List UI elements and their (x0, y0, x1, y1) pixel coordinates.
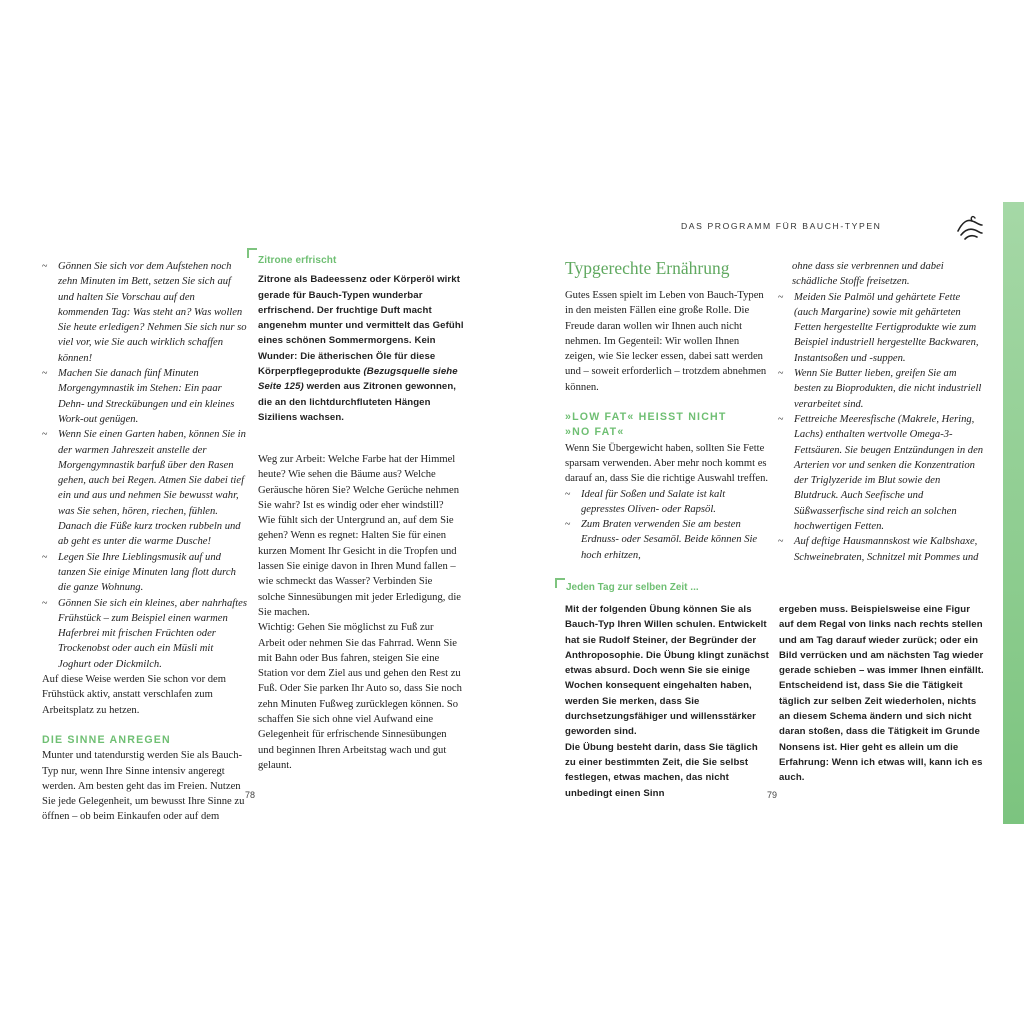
left-col-2 (258, 452, 462, 773)
section-heading-2: »NO FAT« (565, 426, 625, 439)
tilde-icon: ~ (42, 551, 48, 563)
body-paragraph: Munter und tatendurstig werden Sie als Bauch-Typ nur, wenn Ihre Sinne intensiv angeregt werden. Am besten geht das im Freien. Nutzen Sie jede Gelegenheit, um bewusst Ihre Sinne zu öffnen – ob beim Einkaufen oder auf dem (42, 750, 245, 823)
body-paragraph: Gutes Essen spielt im Leben von Bauch-Typen in den meisten Fällen eine große Rolle. Die Freude daran wollen wir Ihnen auch nicht nehmen. Im Gegenteil: Wir wollen Ihnen zeigen, wie Sie lecker essen, dabei satt werden und – soweit erforderlich – trotzdem abnehmen können. (565, 290, 767, 393)
corner-bracket-icon (247, 248, 257, 258)
tilde-icon: ~ (42, 429, 48, 441)
body-paragraph: Weg zur Arbeit: Welche Farbe hat der Himmel heute? Wie sehen die Bäume aus? Welche Geräusche hören Sie? Welche Gerüche nehmen Sie wahr? Ist es windig oder eher windstill? Wie fühlt sich der Untergrund an, auf dem Sie gehen? Wenn es regnet: Halten Sie für einen kurzen Moment Ihr Gesicht in die Tropfen und lassen Sie einige davon in Ihren Mund fallen – wie schmeckt das Wasser? Verbinden Sie solche Sinnesübungen mit jeder Erledigung, die Sie machen. (258, 454, 462, 618)
tilde-icon: ~ (42, 368, 48, 380)
page-number-right: 79 (767, 790, 778, 800)
right-col-1 (565, 256, 769, 563)
tilde-icon: ~ (42, 261, 48, 272)
page-number-left: 78 (245, 790, 256, 800)
list-item: ~ Auf deftige Hausmannskost wie Kalbshaxe, Schweinebraten, Schnitzel mit Pommes und (778, 536, 979, 563)
list-item: ~ Legen Sie Ihre Lieblingsmusik auf und tanzen Sie einige Minuten lang flott durch die ganze Wohnung. (42, 551, 236, 594)
tilde-icon: ~ (42, 597, 48, 609)
tip-box-col-2: ergeben muss. Beispielsweise eine Figur auf dem Regal von links nach rechts stellen und am Tag darauf wieder zurück; oder ein Bild verrücken und am nächsten Tag wieder gerade schieben – was immer Ihnen einfällt. Entscheidend ist, dass Sie die Tätigkeit täglich zur selben Zeit wiederholen, nichts an diesem Schema ändern und sich nicht daran stoßen, dass die Tätigkeit im Grunde Nonsens ist. Hier geht es allein um die Erfahrung: Wenn ich etwas will, kann ich es auch. (779, 604, 984, 784)
list-item: ~ Meiden Sie Palmöl und gehärtete Fette (auch Margarine) sowie mit gehärteten Fetten hergestellte Fertigprodukte wie zum Beispiel industriell hergestellte Backwaren, Instantsoßen und -suppen. (778, 291, 979, 364)
green-side-tab (1003, 202, 1024, 824)
box-title: Jeden Tag zur selben Zeit ... (566, 582, 699, 593)
list-item: ~ Gönnen Sie sich ein kleines, aber nahrhaftes Frühstück – zum Beispiel einen warmen Haferbrei mit frischen Früchten oder Trockenobst oder auch ein Müsli mit Joghurt oder Dickmilch. (42, 597, 247, 670)
tilde-icon: ~ (778, 536, 784, 548)
list-item: ~ Wenn Sie einen Garten haben, können Sie in der warmen Jahreszeit anstelle der Morgengymnastik barfuß über den Rasen gehen, auch bei Regen. Atmen Sie dabei tief ein und aus und nehmen Sie bewusst wahr, was Sie sehen, hören, riechen, fühlen. Danach die Füße kurz trocken rubbeln und ab geht es unter die warme Dusche! (42, 429, 246, 548)
list-item: ~ Zum Braten verwenden Sie am besten Erdnuss- oder Sesamöl. Beide können Sie hoch erhitzen, (565, 519, 758, 561)
running-header: DAS PROGRAMM FÜR BAUCH-TYPEN (681, 221, 882, 231)
body-paragraph: Wenn Sie Übergewicht haben, sollten Sie Fette sparsam verwenden. Aber mehr noch kommt es darauf an, dass Sie die richtige Auswahl treffen. (565, 442, 769, 485)
tilde-icon: ~ (778, 291, 784, 303)
tilde-icon: ~ (778, 368, 784, 380)
tip-box-col-1: Mit der folgenden Übung können Sie als Bauch-Typ Ihren Willen schulen. Entwickelt hat sie Rudolf Steiner, der Begründer der Anthroposophie. Die Übung klingt zunächst etwas absurd. Doch wenn Sie sie einige Wochen konsequent eingehalten haben, werden Sie merken, dass Sie durchsetzungsfähiger und willensstärker geworden sind. Die Übung besteht darin, dass Sie täglich zu einer bestimmten Zeit, die Sie selbst festlegen, etwas machen, das nicht unbedingt einen Sinn (565, 604, 769, 799)
corner-bracket-icon (555, 578, 565, 588)
hand-logo-icon (955, 213, 985, 243)
list-item: ~ Wenn Sie Butter lieben, greifen Sie am besten zu Bioprodukten, die nicht industriell verarbeitet sind. (778, 368, 982, 410)
page-title: Typgerechte Ernährung (565, 258, 730, 278)
section-heading: DIE SINNE ANREGEN (42, 733, 171, 746)
tip-box-lemon: Zitrone erfrischt Zitrone als Badeessenz oder Körperöl wirkt gerade für Bauch-Typen wunderbar erfrischend. Der fruchtige Duft macht angenehm munter und vermittelt das Gefühl eines schönen Sommermorgens. Kein Wunder: Die ätherischen Öle für diese Körperpflegeprodukte (Bezugsquelle siehe Seite 125) werden aus Zitronen gewonnen, die an den lichtdurchfluteten Hängen Siziliens wachsen. (258, 255, 464, 423)
tilde-icon: ~ (565, 519, 571, 531)
box-title: Zitrone erfrischt (258, 255, 337, 266)
tilde-icon: ~ (778, 413, 784, 425)
right-col-2 (778, 259, 984, 565)
list-item: ~ Fettreiche Meeresfische (Makrele, Hering, Lachs) enthalten wertvolle Omega-3-Fettsäuren. Sie beugen Entzündungen in den Arterien vor und senken die Konzentration der Triglyzeride im Blut sowie den Blutdruck. Auch Seefische und Süßwasserfische sind reich an solchen hochwertigen Fetten. (778, 413, 984, 533)
body-paragraph: Auf diese Weise werden Sie schon vor dem Frühstück aktiv, anstatt verschlafen zum Arbeitsplatz zu hetzen. (42, 674, 226, 716)
section-heading: »LOW FAT« HEISST NICHT (565, 411, 727, 424)
list-item: ~ Gönnen Sie sich vor dem Aufstehen noch zehn Minuten im Bett, setzen Sie sich auf und halten Sie Vorschau auf den kommenden Tag: Was steht an? Was wollen Sie heute erledigen? Nehmen Sie sich nur so viel vor, wie Sie auch wirklich schaffen können! (42, 261, 247, 364)
tilde-icon: ~ (565, 488, 571, 500)
list-item: ~ Ideal für Soßen und Salate ist kalt gepresstes Oliven- oder Rapsöl. (565, 488, 726, 515)
body-paragraph: Wichtig: Gehen Sie möglichst zu Fuß zur Arbeit oder nehmen Sie das Fahrrad. Wenn Sie mit Bahn oder Bus fahren, steigen Sie eine Station vor dem Ziel aus und gehen den Rest zu Fuß. Oder Sie parken Ihr Auto so, dass Sie noch zehn Minuten Fußweg zurücklegen können. So schaffen Sie sich ohne viel Aufwand eine Gelegenheit für erfrischende Sinnesübungen und beginnen Ihren Arbeitstag wach und gut gelaunt. (258, 622, 462, 771)
list-item: ~ Machen Sie danach fünf Minuten Morgengymnastik im Stehen: Ein paar Dehn- und Streckübungen und ein kleines Work-out genügen. (42, 368, 235, 425)
continuation: ohne dass sie verbrennen und dabei schädliche Stoffe freisetzen. (792, 261, 944, 288)
left-col-1 (42, 259, 248, 825)
